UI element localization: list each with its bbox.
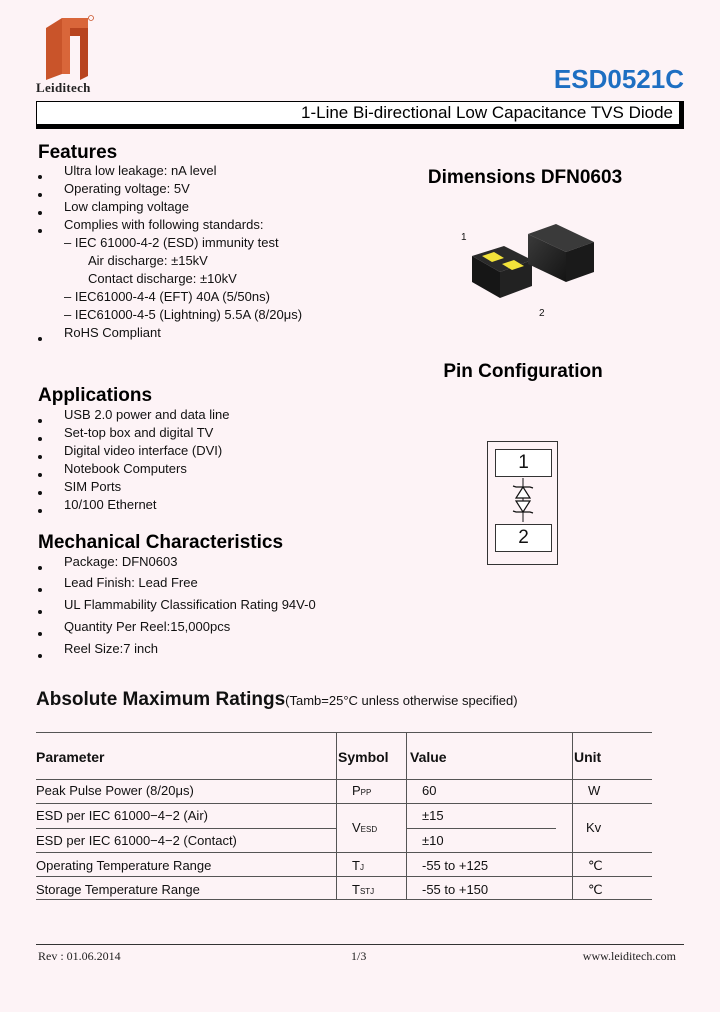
mechanical-list (38, 554, 398, 664)
table-rule (406, 828, 556, 829)
pin-1-box: 1 (495, 449, 552, 477)
features-list (38, 163, 368, 343)
row-value: 60 (422, 783, 437, 798)
feature-item: RoHS Compliant (64, 325, 161, 340)
dimensions-heading: Dimensions DFN0603 (427, 167, 623, 188)
mechanical-item: Lead Finish: Lead Free (64, 575, 198, 590)
row-unit: ℃ (588, 858, 603, 873)
row-value: -55 to +150 (422, 882, 489, 897)
header-symbol: Symbol (338, 749, 389, 765)
bullet-icon (38, 437, 42, 441)
table-rule (36, 852, 652, 853)
bullet-icon (38, 654, 42, 658)
symbol-sub: PP (360, 788, 372, 797)
table-rule (36, 803, 652, 804)
row-value: ±10 (422, 833, 444, 848)
bullet-icon (38, 455, 42, 459)
application-item: Notebook Computers (64, 461, 187, 476)
row-symbol (352, 783, 371, 798)
bullet-icon (38, 588, 42, 592)
pin-2-box: 2 (495, 524, 552, 552)
table-rule (406, 732, 407, 900)
symbol-main: P (352, 783, 361, 798)
footer-revision: Rev : 01.06.2014 (38, 949, 121, 963)
feature-sub-item: – IEC61000-4-4 (EFT) 40A (5/50ns) (64, 289, 270, 304)
esd-unit: Kv (586, 820, 602, 835)
feature-item: Complies with following standards: (64, 217, 264, 232)
row-parameter: Operating Temperature Range (36, 858, 212, 873)
row-value: ±15 (422, 808, 444, 823)
bullet-icon (38, 610, 42, 614)
table-rule (36, 779, 652, 780)
header-value: Value (410, 749, 447, 765)
bullet-icon (38, 473, 42, 477)
feature-item: Operating voltage: 5V (64, 181, 190, 196)
features-heading: Features (38, 142, 118, 163)
bullet-icon (38, 419, 42, 423)
row-parameter: ESD per IEC 61000−4−2 (Air) (36, 808, 208, 823)
bullet-icon (38, 193, 42, 197)
mechanical-item: Reel Size:7 inch (64, 641, 158, 656)
feature-item: Low clamping voltage (64, 199, 190, 214)
table-rule (36, 876, 652, 877)
symbol-main: T (352, 882, 360, 897)
header-parameter: Parameter (36, 749, 105, 765)
mechanical-heading: Mechanical Characteristics (38, 532, 284, 553)
table-rule (36, 899, 652, 900)
row-parameter: Peak Pulse Power (8/20μs) (36, 783, 194, 798)
application-item: Set-top box and digital TV (64, 425, 214, 440)
row-symbol (352, 858, 364, 873)
package-pin1-label: 1 (461, 232, 467, 243)
footer-page-number: 1/3 (351, 949, 367, 963)
title-bar (36, 101, 684, 129)
row-parameter: Storage Temperature Range (36, 882, 200, 897)
package-pin2-label: 2 (539, 308, 545, 319)
bullet-icon (38, 509, 42, 513)
symbol-sub: ESD (360, 825, 378, 834)
row-unit: ℃ (588, 882, 603, 897)
application-item: Digital video interface (DVI) (64, 443, 223, 458)
table-rule (36, 732, 652, 733)
bullet-icon (38, 491, 42, 495)
symbol-sub: STJ (359, 887, 375, 896)
symbol-main: T (352, 858, 360, 873)
bullet-icon (38, 632, 42, 636)
bullet-icon (38, 175, 42, 179)
applications-list (38, 407, 368, 517)
application-item: USB 2.0 power and data line (64, 407, 230, 422)
ratings-title: Absolute Maximum Ratings (36, 689, 286, 710)
bullet-icon (38, 566, 42, 570)
bidirectional-tvs-diode-icon (510, 478, 536, 522)
esd-symbol (352, 820, 377, 835)
feature-item: Ultra low leakage: nA level (64, 163, 217, 178)
table-rule (572, 732, 573, 900)
footer-rule (36, 944, 684, 945)
ratings-heading (36, 689, 518, 711)
row-parameter: ESD per IEC 61000−4−2 (Contact) (36, 833, 237, 848)
row-symbol (352, 882, 374, 897)
mechanical-item: UL Flammability Classification Rating 94V-0 (64, 597, 316, 612)
application-item: SIM Ports (64, 479, 122, 494)
feature-sub-item: Contact discharge: ±10kV (88, 271, 237, 286)
document-subtitle: 1-Line Bi-directional Low Capacitance TVS Diode (36, 101, 680, 125)
applications-heading: Applications (38, 385, 153, 406)
pin-config-heading: Pin Configuration (443, 361, 603, 382)
company-name: Leiditech (36, 80, 91, 95)
bullet-icon (38, 229, 42, 233)
bullet-icon (38, 337, 42, 341)
part-number: ESD0521C (553, 64, 684, 94)
feature-sub-item: – IEC 61000-4-2 (ESD) immunity test (64, 235, 279, 250)
feature-sub-item: – IEC61000-4-5 (Lightning) 5.5A (8/20μs) (64, 307, 303, 322)
application-item: 10/100 Ethernet (64, 497, 157, 512)
table-rule (336, 732, 337, 900)
mechanical-item: Package: DFN0603 (64, 554, 178, 569)
mechanical-item: Quantity Per Reel:15,000pcs (64, 619, 231, 634)
pin-configuration-diagram (487, 441, 558, 565)
symbol-sub: J (359, 863, 364, 872)
header-unit: Unit (574, 749, 602, 765)
table-rule (36, 828, 336, 829)
ratings-table (36, 732, 652, 904)
bullet-icon (38, 211, 42, 215)
footer-website[interactable]: www.leiditech.com (582, 949, 676, 963)
symbol-main: V (352, 820, 361, 835)
feature-sub-item: Air discharge: ±15kV (88, 253, 208, 268)
row-value: -55 to +125 (422, 858, 489, 873)
leiditech-logo-icon (40, 14, 94, 80)
ratings-condition: (Tamb=25°C unless otherwise specified) (285, 693, 518, 708)
row-unit: W (588, 783, 601, 798)
dfn0603-package-image (470, 220, 600, 305)
